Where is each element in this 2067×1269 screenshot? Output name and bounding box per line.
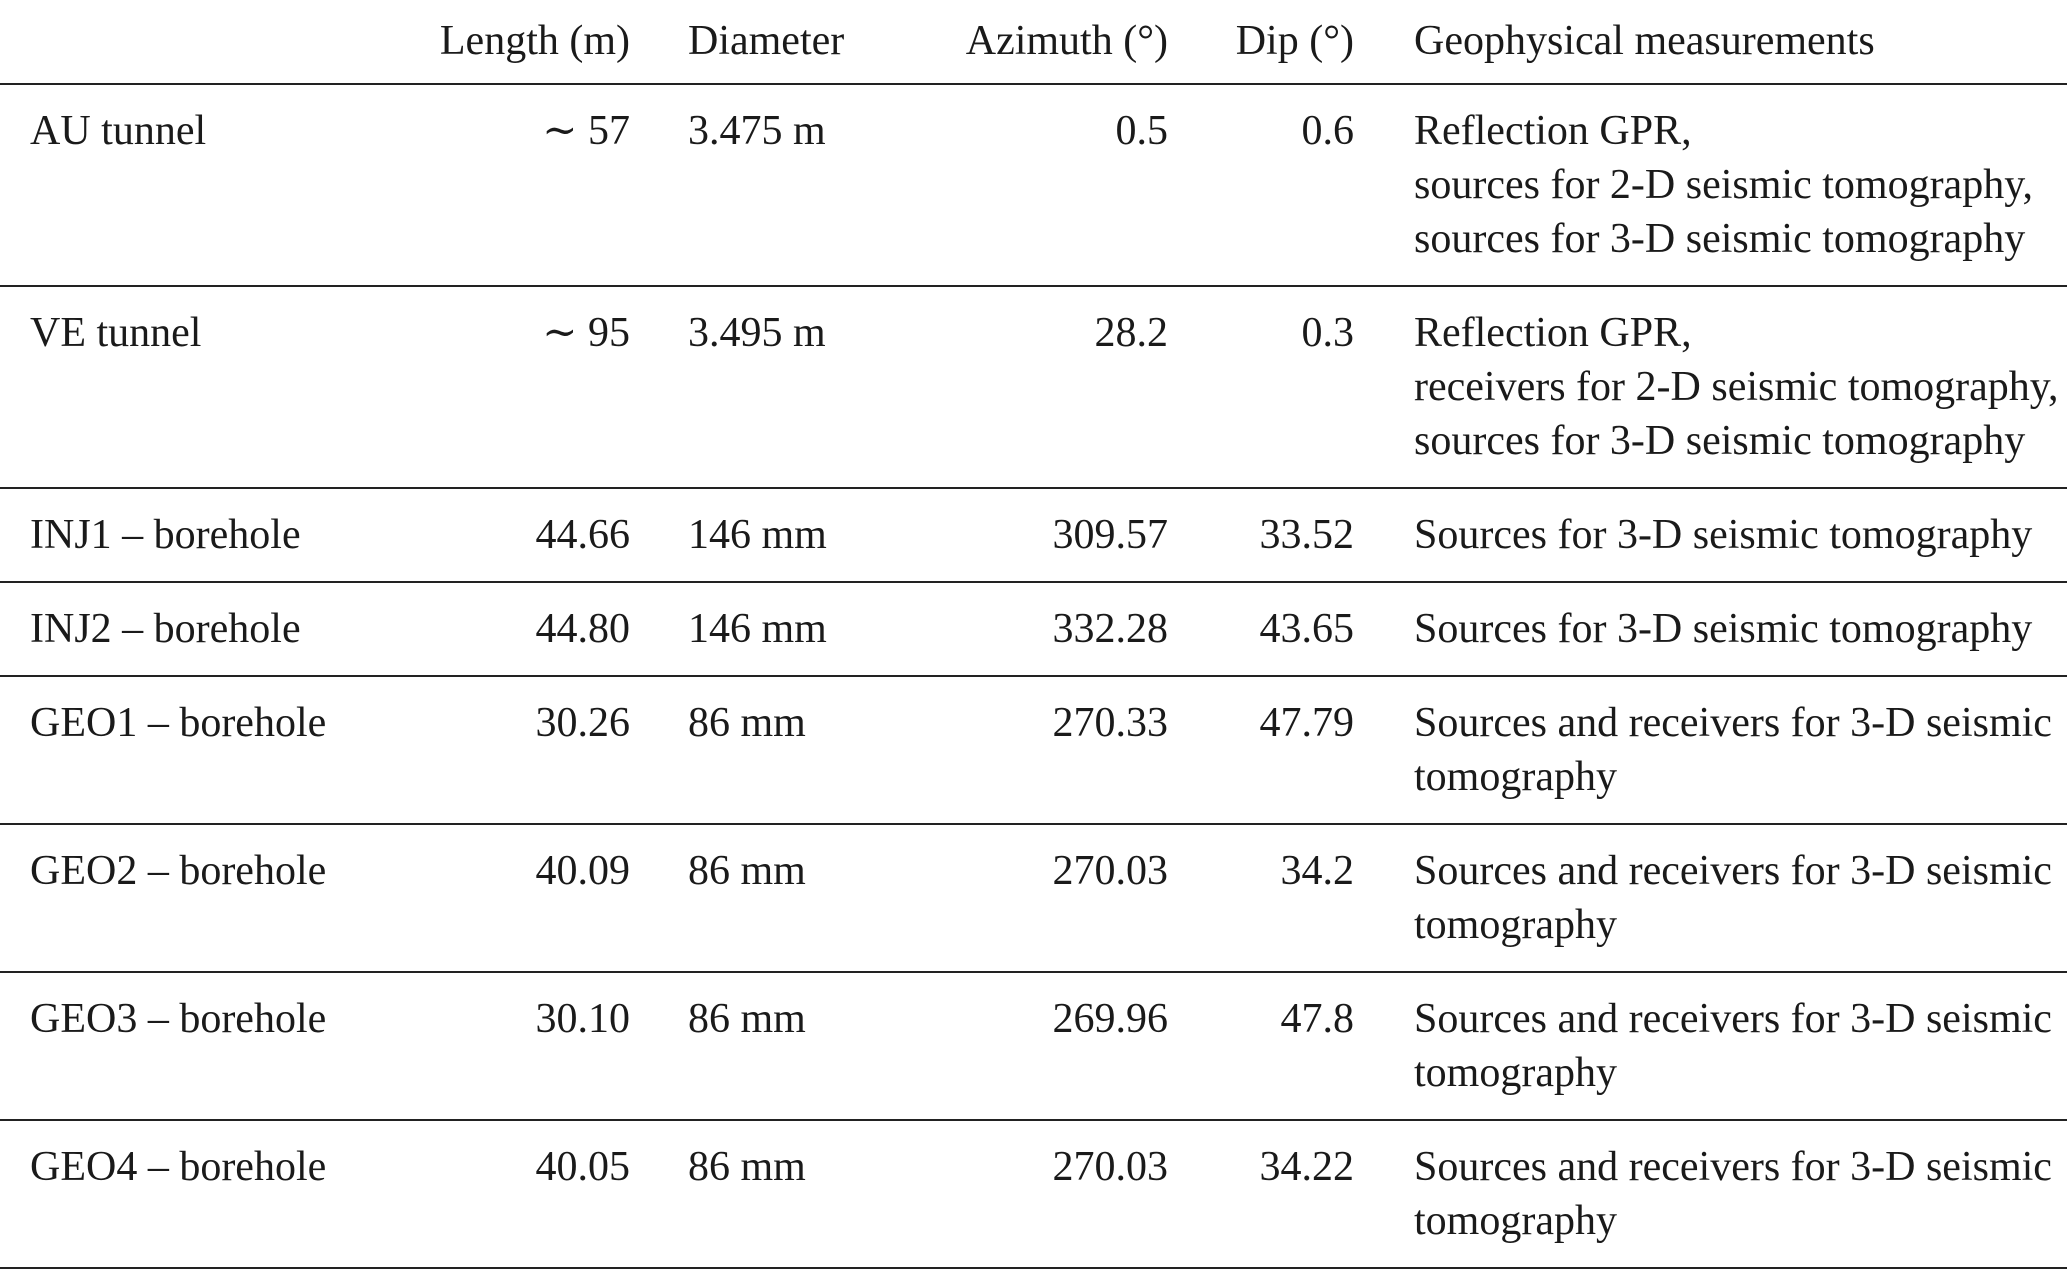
row-name-cell: GEO1 – borehole bbox=[30, 700, 327, 746]
row-measurements-cell bbox=[1354, 824, 2067, 972]
header-diameter: Diameter bbox=[688, 18, 845, 64]
row-azimuth-cell: 270.33 bbox=[1052, 700, 1168, 746]
row-diameter-cell: 86 mm bbox=[688, 1144, 806, 1190]
table-row bbox=[0, 972, 2067, 1120]
row-dip-cell: 0.6 bbox=[1301, 108, 1354, 154]
row-dip-cell: 47.8 bbox=[1280, 996, 1354, 1042]
table-row bbox=[0, 488, 2067, 582]
measurement-line: tomography bbox=[1414, 902, 1617, 948]
measurement-line: Sources and receivers for 3-D seismic bbox=[1414, 996, 2052, 1042]
row-dip-cell: 0.3 bbox=[1301, 310, 1354, 356]
row-diameter-cell: 146 mm bbox=[688, 512, 827, 558]
row-measurements-cell bbox=[1354, 286, 2067, 488]
row-name-cell: VE tunnel bbox=[30, 310, 202, 356]
measurement-line: tomography bbox=[1414, 1050, 1617, 1096]
row-length-cell: 40.09 bbox=[535, 848, 630, 894]
table-header bbox=[0, 0, 2067, 84]
row-azimuth-cell: 0.5 bbox=[1115, 108, 1168, 154]
row-diameter-cell: 86 mm bbox=[688, 848, 806, 894]
table-row bbox=[0, 286, 2067, 488]
row-diameter-cell: 3.475 m bbox=[688, 108, 826, 154]
row-azimuth-cell: 270.03 bbox=[1052, 848, 1168, 894]
measurement-line: receivers for 2-D seismic tomography, bbox=[1414, 364, 2059, 410]
row-diameter-cell: 86 mm bbox=[688, 700, 806, 746]
row-azimuth-cell: 28.2 bbox=[1094, 310, 1168, 356]
header-dip: Dip (°) bbox=[1235, 18, 1354, 64]
measurement-line: sources for 3-D seismic tomography bbox=[1414, 418, 2026, 464]
header-name bbox=[0, 0, 360, 84]
header-length: Length (m) bbox=[439, 18, 630, 64]
row-name-cell: INJ2 – borehole bbox=[30, 606, 301, 652]
row-measurements-cell bbox=[1354, 84, 2067, 286]
row-length-cell: ∼ 95 bbox=[542, 310, 630, 356]
table-row bbox=[0, 824, 2067, 972]
row-azimuth-cell: 309.57 bbox=[1052, 512, 1168, 558]
header-geophysical-measurements: Geophysical measurements bbox=[1414, 18, 1875, 64]
measurement-line: Sources and receivers for 3-D seismic bbox=[1414, 848, 2052, 894]
row-length-cell: 30.10 bbox=[535, 996, 630, 1042]
row-measurements-cell bbox=[1354, 972, 2067, 1120]
measurement-line: Reflection GPR, bbox=[1414, 310, 1692, 356]
row-dip-cell: 47.79 bbox=[1259, 700, 1354, 746]
table-row bbox=[0, 582, 2067, 676]
row-name-cell: INJ1 – borehole bbox=[30, 512, 301, 558]
row-length-cell: ∼ 57 bbox=[542, 108, 630, 154]
row-length-cell: 44.66 bbox=[535, 512, 630, 558]
header-azimuth: Azimuth (°) bbox=[965, 18, 1168, 64]
table-row bbox=[0, 1120, 2067, 1268]
row-azimuth-cell: 270.03 bbox=[1052, 1144, 1168, 1190]
row-dip-cell: 33.52 bbox=[1259, 512, 1354, 558]
measurement-line: Sources for 3-D seismic tomography bbox=[1414, 512, 2033, 558]
measurement-line: Sources for 3-D seismic tomography bbox=[1414, 606, 2033, 652]
row-azimuth-cell: 332.28 bbox=[1052, 606, 1168, 652]
row-length-cell: 44.80 bbox=[535, 606, 630, 652]
measurement-line: Reflection GPR, bbox=[1414, 108, 1692, 154]
row-dip-cell: 34.22 bbox=[1259, 1144, 1354, 1190]
measurement-line: Sources and receivers for 3-D seismic bbox=[1414, 700, 2052, 746]
row-azimuth-cell: 269.96 bbox=[1052, 996, 1168, 1042]
row-length-cell: 30.26 bbox=[535, 700, 630, 746]
row-measurements-cell bbox=[1354, 1120, 2067, 1268]
measurement-line: tomography bbox=[1414, 754, 1617, 800]
table-body bbox=[0, 84, 2067, 1268]
row-diameter-cell: 86 mm bbox=[688, 996, 806, 1042]
row-measurements-cell bbox=[1354, 488, 2067, 582]
row-name-cell: AU tunnel bbox=[30, 108, 207, 154]
row-length-cell: 40.05 bbox=[535, 1144, 630, 1190]
row-dip-cell: 43.65 bbox=[1259, 606, 1354, 652]
row-measurements-cell bbox=[1354, 582, 2067, 676]
measurement-line: tomography bbox=[1414, 1198, 1617, 1244]
measurement-line: sources for 3-D seismic tomography bbox=[1414, 216, 2026, 262]
table-row bbox=[0, 84, 2067, 286]
row-diameter-cell: 146 mm bbox=[688, 606, 827, 652]
row-name-cell: GEO2 – borehole bbox=[30, 848, 327, 894]
header-row bbox=[0, 0, 2067, 84]
row-diameter-cell: 3.495 m bbox=[688, 310, 826, 356]
table-row bbox=[0, 676, 2067, 824]
row-dip-cell: 34.2 bbox=[1280, 848, 1354, 894]
measurement-line: Sources and receivers for 3-D seismic bbox=[1414, 1144, 2052, 1190]
row-name-cell: GEO3 – borehole bbox=[30, 996, 327, 1042]
row-name-cell: GEO4 – borehole bbox=[30, 1144, 327, 1190]
row-measurements-cell bbox=[1354, 676, 2067, 824]
measurement-line: sources for 2-D seismic tomography, bbox=[1414, 162, 2033, 208]
